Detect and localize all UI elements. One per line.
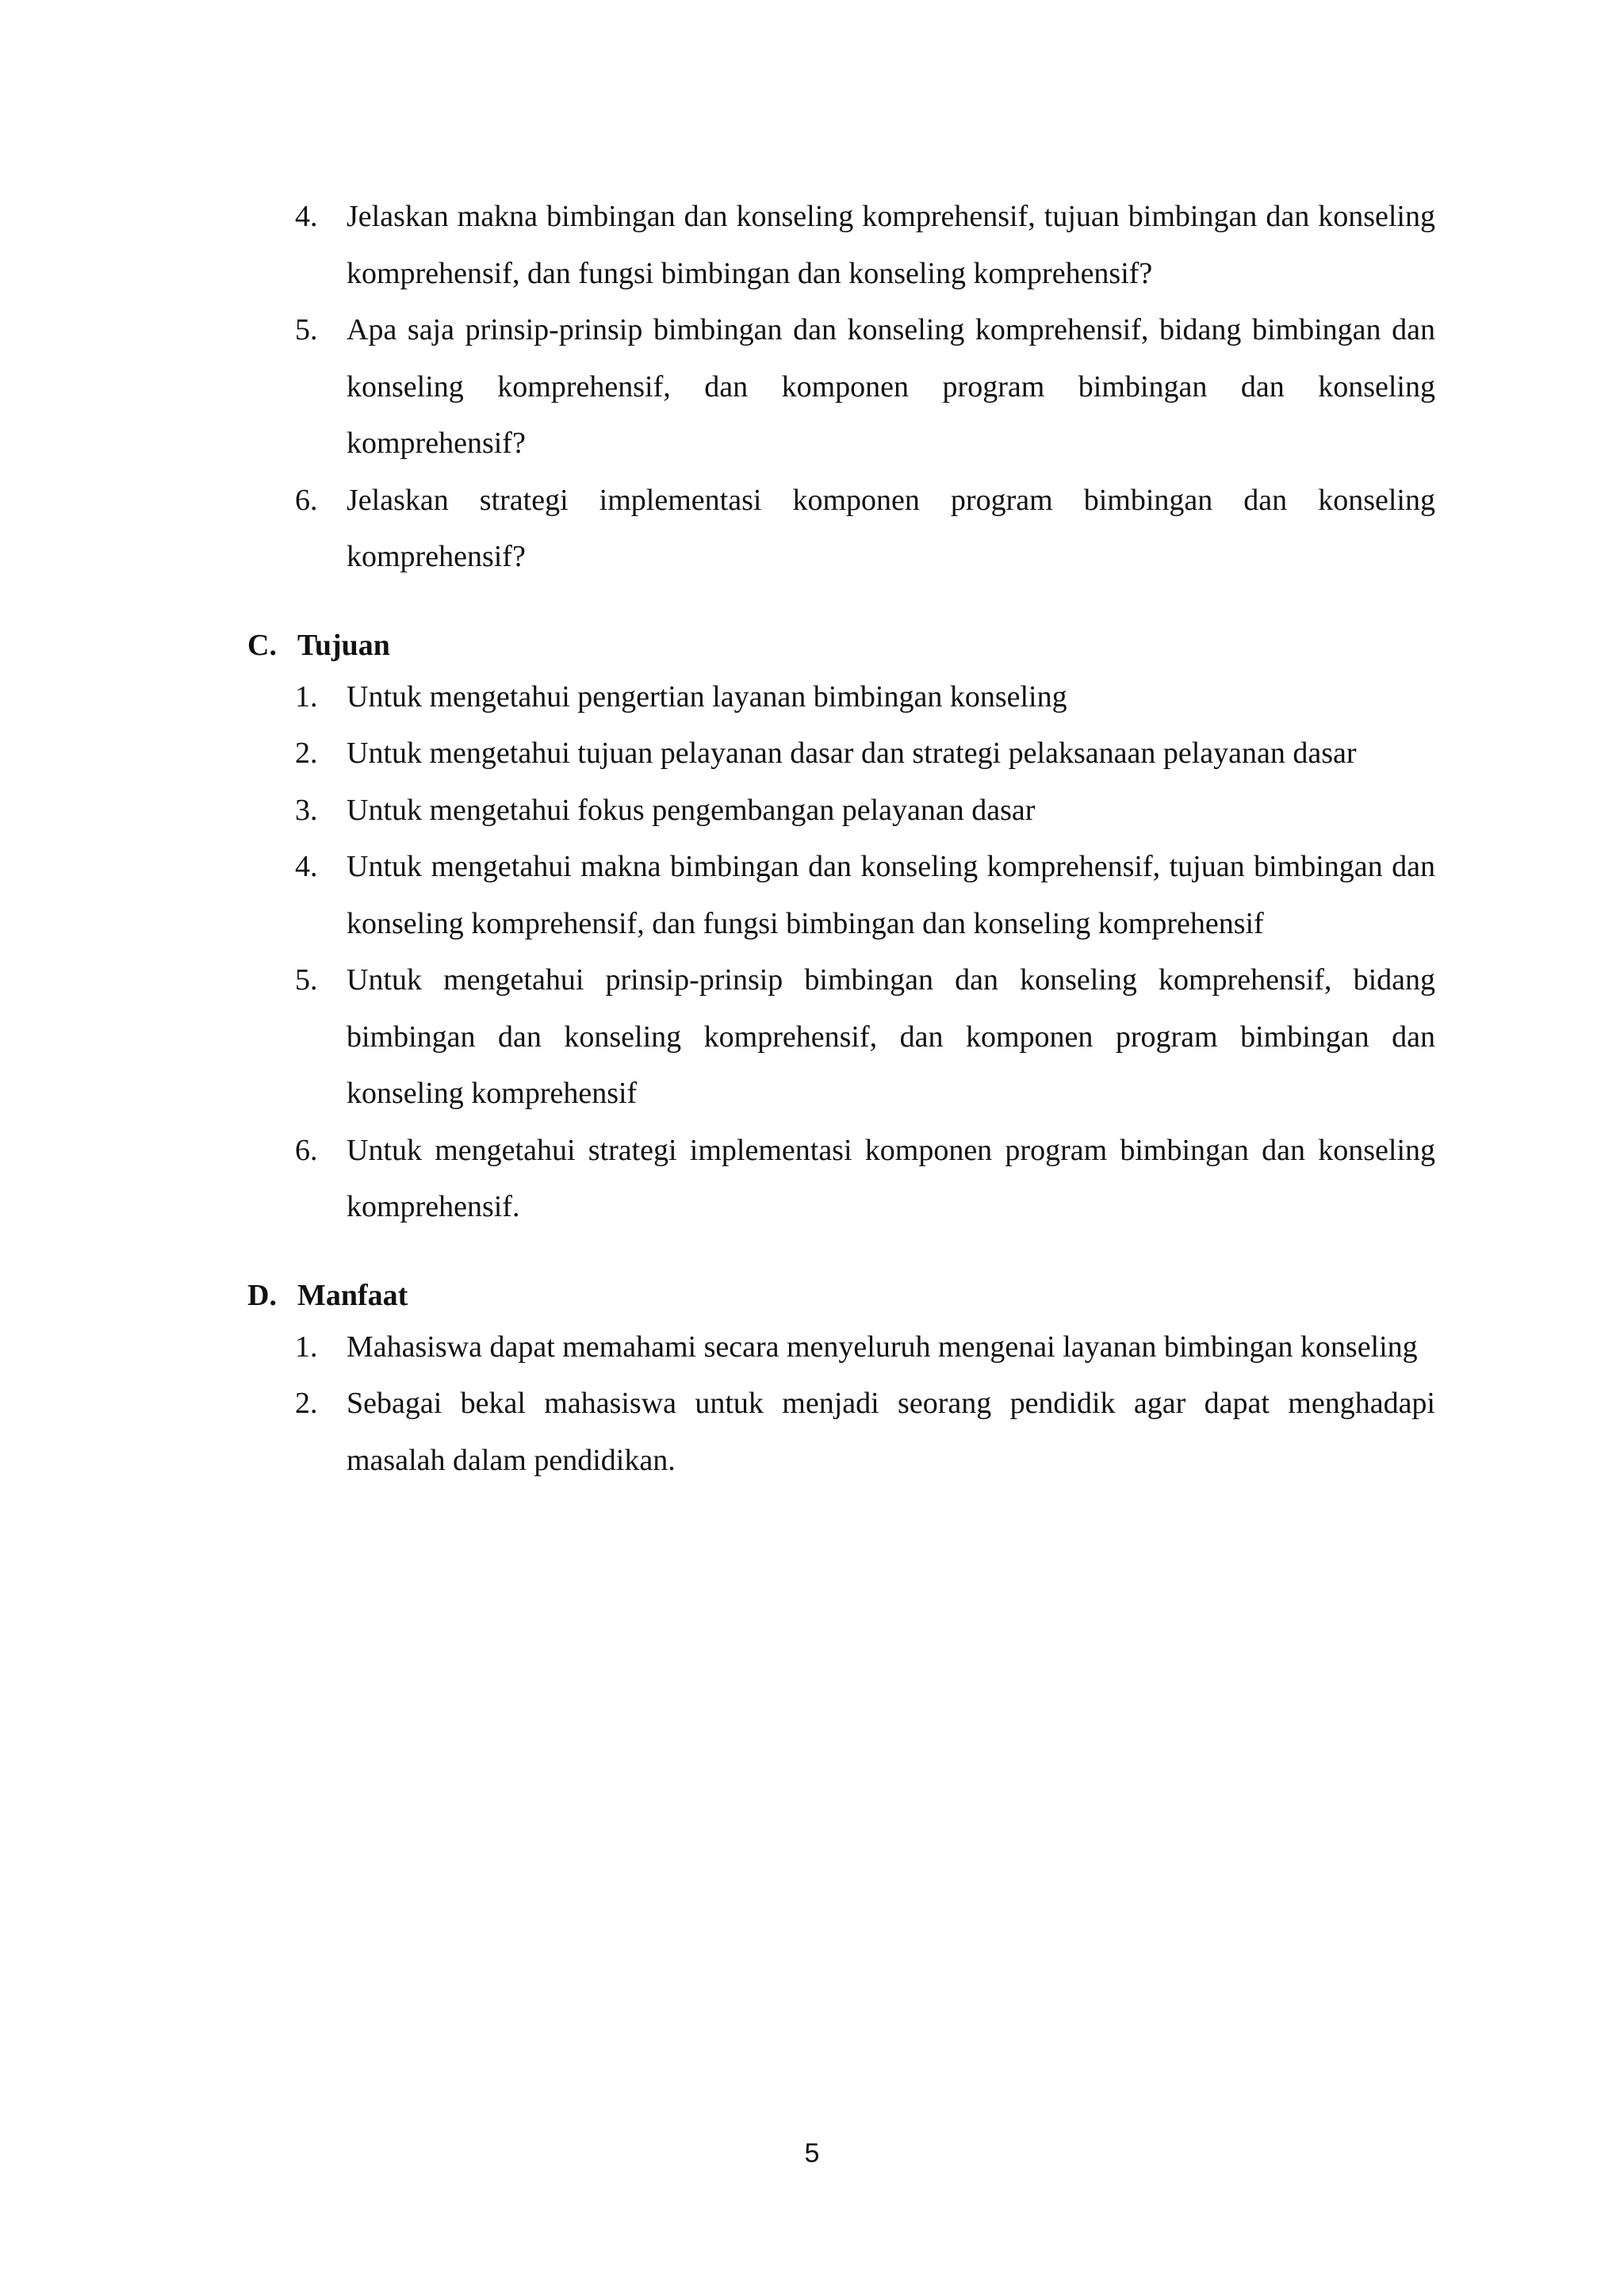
list-item xyxy=(247,189,1435,302)
item-text: Untuk mengetahui fokus pengembangan pelayanan dasar xyxy=(347,793,1036,827)
item-number: 1. xyxy=(295,679,318,714)
item-number: 6. xyxy=(295,483,318,517)
tujuan-list xyxy=(247,669,1435,1236)
item-text: Jelaskan makna bimbingan dan konseling komprehensif, tujuan bimbingan dan konseling komprehensif, dan fungsi bimbingan dan konseling komprehensif? xyxy=(347,200,1435,290)
item-number: 3. xyxy=(295,793,318,827)
list-item xyxy=(247,473,1435,586)
item-text: Jelaskan strategi implementasi komponen program bimbingan dan konseling komprehensif? xyxy=(347,483,1435,573)
manfaat-list xyxy=(247,1319,1435,1490)
section-letter: C. xyxy=(247,628,277,662)
item-number: 1. xyxy=(295,1330,318,1364)
item-number: 5. xyxy=(295,313,318,346)
section-heading-tujuan xyxy=(247,622,1435,669)
item-text: Untuk mengetahui prinsip-prinsip bimbingan dan konseling komprehensif, bidang bimbingan dan konseling komprehensif, dan komponen program bimbingan dan konseling komprehensif xyxy=(347,963,1435,1110)
item-number: 4. xyxy=(295,200,318,233)
list-item xyxy=(247,952,1435,1123)
questions-list xyxy=(247,189,1435,586)
page-number: 5 xyxy=(804,2138,820,2168)
item-text: Sebagai bekal mahasiswa untuk menjadi seorang pendidik agar dapat menghadapi masalah dalam pendidikan. xyxy=(347,1387,1435,1477)
list-item xyxy=(247,783,1435,840)
item-number: 2. xyxy=(295,1387,318,1420)
page-content xyxy=(247,189,1435,1489)
item-number: 4. xyxy=(295,850,318,883)
section-letter: D. xyxy=(247,1278,277,1312)
list-item xyxy=(247,839,1435,952)
item-number: 5. xyxy=(295,963,318,997)
list-item xyxy=(247,302,1435,473)
list-item xyxy=(247,725,1435,783)
item-number: 2. xyxy=(295,737,318,770)
item-text: Untuk mengetahui makna bimbingan dan konseling komprehensif, tujuan bimbingan dan konseling komprehensif, dan fungsi bimbingan dan konseling komprehensif xyxy=(347,850,1435,940)
list-item xyxy=(247,669,1435,726)
item-text: Untuk mengetahui pengertian layanan bimbingan konseling xyxy=(347,679,1067,714)
item-text: Untuk mengetahui strategi implementasi komponen program bimbingan dan konseling komprehensif. xyxy=(347,1133,1435,1223)
item-number: 6. xyxy=(295,1133,318,1167)
section-title: Tujuan xyxy=(297,628,390,662)
item-text: Mahasiswa dapat memahami secara menyeluruh mengenai layanan bimbingan konseling xyxy=(347,1330,1418,1364)
section-title: Manfaat xyxy=(297,1278,408,1312)
list-item xyxy=(247,1319,1435,1376)
section-heading-manfaat xyxy=(247,1272,1435,1319)
list-item xyxy=(247,1123,1435,1236)
list-item xyxy=(247,1376,1435,1489)
item-text: Untuk mengetahui tujuan pelayanan dasar dan strategi pelaksanaan pelayanan dasar xyxy=(347,737,1357,770)
item-text: Apa saja prinsip-prinsip bimbingan dan konseling komprehensif, bidang bimbingan dan konseling komprehensif, dan komponen program bimbingan dan konseling komprehensif? xyxy=(347,313,1435,460)
